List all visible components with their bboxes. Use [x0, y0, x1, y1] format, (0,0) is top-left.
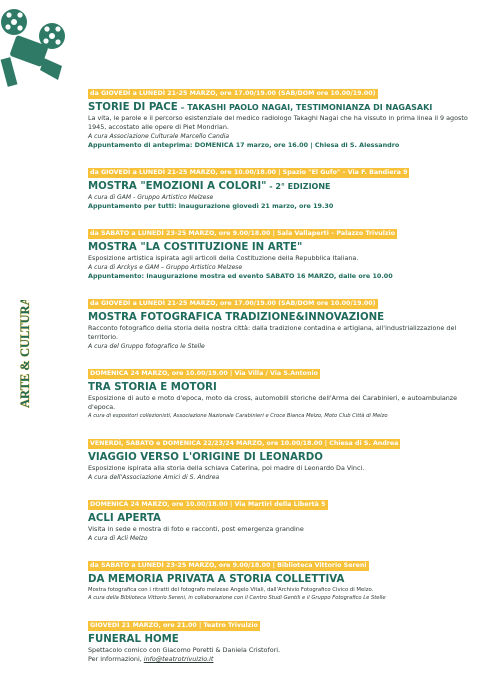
event-appointment: Appuntamento di anteprima: DOMENICA 17 marzo, ore 16.00 | Chiesa di S. Alessandro: [88, 141, 400, 149]
event-date-banner: da GIOVEDÌ a LUNEDÌ 21-25 MARZO, ore 17.00/19.00 (SAB/DOM ore 10.00/19.00): [90, 300, 376, 307]
event-organizer: A cura di espositori collezionisti, Associazione Nazionale Carabinieri e Croce Bianca Melzo, Moto Club Città di Melzo: [88, 413, 388, 419]
event-viaggio-leonardo: [88, 430, 468, 482]
event-organizer: A cura Associazione Culturale Marcello Candia: [88, 133, 230, 140]
event-appointment: Appuntamento: inaugurazione mostra ed evento SABATO 16 MARZO, dalle ore 10.00: [88, 272, 393, 280]
info-prefix: Per informazioni,: [88, 655, 144, 663]
event-tradizione-innovazione: [88, 290, 468, 351]
event-organizer: A cura dell'Associazione Amici di S. Andrea: [88, 474, 220, 481]
event-description: Esposizione di auto e moto d'epoca, moto da cross, automobili storiche dell'Arma dei Carabinieri, e autoambulanze d'epoca.: [88, 394, 458, 411]
event-title: [88, 101, 468, 114]
event-memoria-privata: [88, 552, 468, 603]
event-title-main: MOSTRA "EMOZIONI A COLORI": [88, 181, 267, 192]
film-projector-icon: [0, 0, 90, 100]
event-description: Esposizione ispirata alla storia della schiava Caterina, poi madre di Leonardo Da Vinci.: [88, 464, 365, 472]
event-funeral-home: [88, 612, 468, 664]
event-organizer: A cura della Biblioteca Vittorio Sereni, in collaborazione con il Centro Studi Gentili e il Gruppo Fotografico Le Stelle: [88, 595, 386, 601]
event-date-banner: da GIOVEDÌ a LUNEDÌ 21-25 MARZO, ore 10.00/18.00 | Spazio "El Gufo" – Via F. Bandiera 9: [90, 169, 408, 176]
event-description: Mostra fotografica con i ritratti del fotografo melzese Angelo Vitali, dall'Archivio Fotografico Civico di Melzo.: [88, 587, 374, 593]
event-description: Racconto fotografico della storia della nostra città: dalla tradizione contadina e artigiana, all'industrializzazione del territorio.: [88, 324, 457, 341]
info-email-link[interactable]: info@teatrotrivulzio.it: [143, 655, 214, 663]
event-description: Visita in sede e mostra di foto e racconti, post emergenza grandine: [88, 525, 304, 533]
event-title-main: STORIE DI PACE: [88, 102, 178, 113]
event-title: [88, 180, 468, 193]
event-date-banner: VENERDÌ, SABATO e DOMENICA 22/23/24 MARZO, ore 10.00/18.00 | Chiesa di S. Andrea: [90, 440, 399, 447]
event-title: VIAGGIO VERSO L'ORIGINE DI LEONARDO: [88, 452, 323, 463]
event-tra-storia-e-motori: [88, 360, 468, 421]
event-organizer: A cura di Arckys e GAM – Gruppo Artistico Melzese: [88, 264, 243, 271]
event-title: ACLI APERTA: [88, 513, 161, 524]
event-date-banner: da SABATO a LUNEDÌ 23-25 MARZO, ore 9.00/18.00 | Sala Vallaperti – Palazzo Trivulzio: [90, 230, 396, 237]
event-description: Spettacolo comico con Giacomo Poretti & Daniela Cristofori.: [88, 646, 281, 654]
section-side-title: [8, 300, 36, 410]
event-appointment: Appuntamento per tutti: inaugurazione giovedì 21 marzo, ore 19.30: [88, 202, 334, 210]
event-organizer: A cura di Acli Melzo: [88, 535, 148, 542]
event-title: DA MEMORIA PRIVATA A STORIA COLLETTIVA: [88, 574, 345, 585]
event-acli-aperta: [88, 491, 468, 543]
event-title: MOSTRA FOTOGRAFICA TRADIZIONE&INNOVAZIONE: [88, 312, 385, 323]
event-organizer: A cura del Gruppo fotografico le Stelle: [88, 343, 205, 350]
event-date-banner: DOMENICA 24 MARZO, ore 10.00/19.00 | Via Villa / Via S.Antonio: [90, 370, 318, 377]
event-organizer: A cura di GAM - Gruppo Artistico Melzese: [88, 194, 214, 201]
side-title-text: ARTE & CULTURA: [18, 300, 32, 408]
event-list: [88, 80, 468, 673]
event-title-sub: – TAKASHI PAOLO NAGAI, TESTIMONIANZA DI NAGASAKI: [177, 103, 433, 112]
event-date-banner: GIOVEDÌ 21 MARZO, ore 21.00 | Teatro Trivulzio: [90, 622, 258, 629]
event-title: FUNERAL HOME: [88, 634, 179, 645]
event-info: [88, 655, 468, 664]
event-emozioni-a-colori: [88, 159, 468, 211]
event-title-sub: - 2° EDIZIONE: [266, 182, 331, 191]
event-date-banner: da GIOVEDÌ a LUNEDÌ 21-25 MARZO, ore 17.00/19.00 (SAB/DOM ore 10.00/19.00): [90, 90, 376, 97]
event-description: Esposizione artistica ispirata agli articoli della Costituzione della Repubblica Italiana.: [88, 254, 359, 262]
event-costituzione-in-arte: [88, 220, 468, 281]
event-date-banner: DOMENICA 24 MARZO, ore 10.00/18.00 | Via Martiri della Libertà 5: [90, 501, 326, 508]
event-storie-di-pace: [88, 80, 468, 150]
event-date-banner: da SABATO a LUNEDÌ 23-25 MARZO, ore 9.00/18.00 | Biblioteca Vittorio Sereni: [90, 562, 367, 569]
event-description: La vita, le parole e il percorso esistenziale del medico radiologo Takaghi Nagai che ha vissuto in prima linea il 9 agosto 1945, accostato alle opere di Piet Mondrian.: [88, 114, 468, 131]
event-title: TRA STORIA E MOTORI: [88, 382, 217, 393]
event-title: MOSTRA "LA COSTITUZIONE IN ARTE": [88, 242, 303, 253]
